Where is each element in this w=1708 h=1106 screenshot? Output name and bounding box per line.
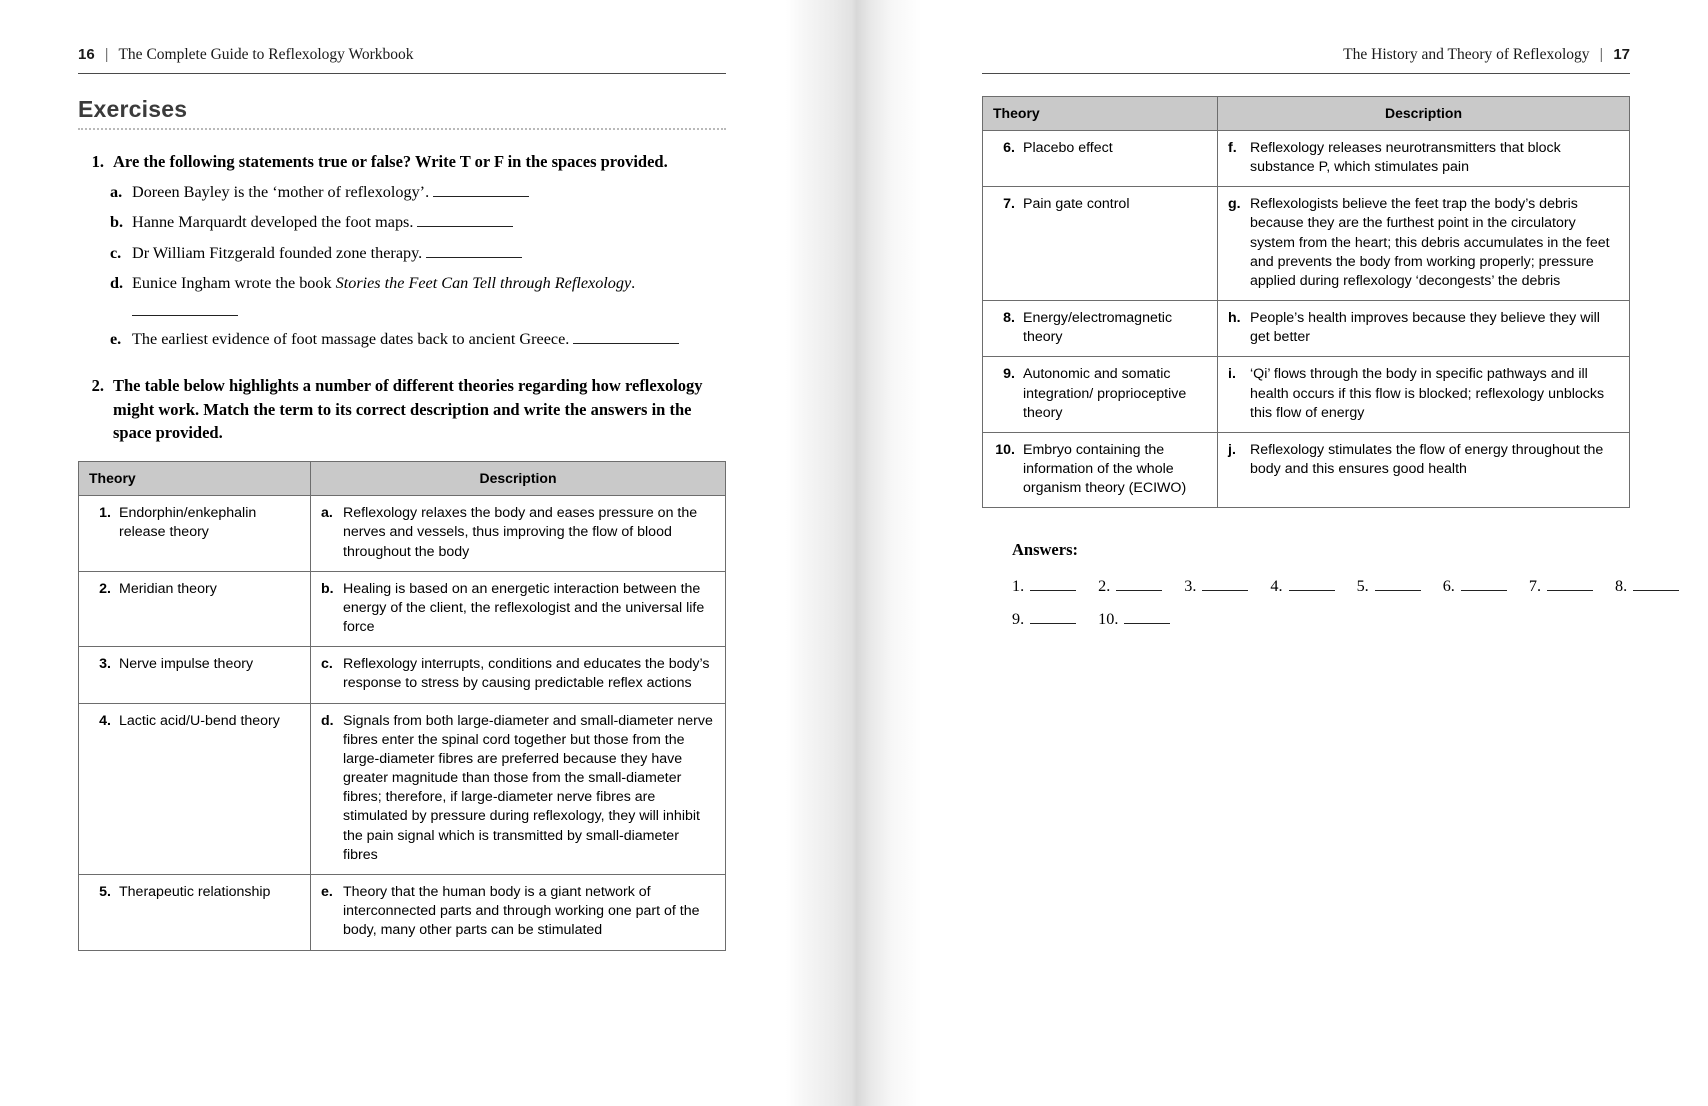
answers-row-1	[1012, 574, 1630, 595]
description-text: Reflexology stimulates the flow of energy throughout the body and this ensures good health	[1250, 441, 1604, 478]
table-row	[983, 301, 1630, 357]
theory-text: Placebo effect	[1023, 139, 1113, 156]
answer-item: 3.	[1184, 574, 1248, 595]
answer-blank[interactable]	[1030, 608, 1076, 624]
description-letter: d.	[321, 712, 334, 729]
theory-text: Energy/electromagnetic theory	[1023, 310, 1173, 346]
description-text: Signals from both large-diameter and small-diameter nerve fibres enter the spinal cord together but those from the large-diameter fibres are preferred because they have greater magnitude than those from the small-diameter fibres; therefore, if large-diameter nerve fibres are stimulated by pressure during reflexology, they will inhibit the pain signal which is transmitted by small-diameter fibres	[343, 712, 713, 863]
page-gutter	[786, 0, 922, 1106]
answer-item: 8.	[1615, 574, 1679, 595]
description-text: Reflexology relaxes the body and eases pressure on the nerves and vessels, thus improving the flow of blood throughout the body	[343, 505, 698, 560]
item-label: d.	[110, 273, 124, 292]
theory-cell	[983, 130, 1218, 186]
theory-cell	[983, 432, 1218, 508]
theory-text: Nerve impulse theory	[119, 656, 254, 673]
description-cell	[1218, 357, 1630, 433]
answer-item: 7.	[1529, 574, 1593, 595]
question-2-number: 2.	[91, 375, 104, 395]
answer-blank[interactable]	[132, 300, 238, 316]
table-row	[79, 703, 726, 874]
question-1	[78, 150, 726, 174]
answers-row-2	[1012, 608, 1630, 629]
theory-text: Embryo containing the information of the whole organism theory (ECIWO)	[1023, 441, 1187, 497]
table-header-row	[79, 462, 726, 496]
description-cell	[1218, 187, 1630, 301]
answers-title: Answers:	[1012, 540, 1078, 560]
table-row	[79, 496, 726, 572]
left-page	[0, 0, 786, 1106]
description-text: People’s health improves because they believe they will get better	[1250, 310, 1600, 346]
theory-table-left	[78, 461, 726, 950]
description-cell	[311, 875, 726, 951]
description-cell	[311, 496, 726, 572]
item-label: c.	[110, 243, 122, 262]
description-text: ‘Qi’ flows through the body in specific pathways and ill health occurs if this flow is blocked; reflexology unblocks this flow of energy	[1250, 366, 1605, 421]
theory-cell	[79, 647, 311, 703]
answer-item: 2.	[1098, 574, 1162, 595]
column-header-theory: Theory	[983, 97, 1218, 131]
theory-number: 5.	[99, 884, 111, 900]
column-header-description: Description	[1218, 97, 1630, 131]
question-2	[78, 374, 726, 446]
theory-number: 4.	[99, 712, 111, 729]
left-running-head	[78, 46, 726, 73]
theory-cell	[983, 301, 1218, 357]
answer-blank[interactable]	[417, 211, 513, 227]
theory-cell	[79, 571, 311, 647]
description-cell	[311, 647, 726, 703]
table-row	[79, 875, 726, 951]
folio-divider: |	[1599, 47, 1604, 63]
right-head-rule	[982, 73, 1630, 74]
theory-number: 1.	[99, 505, 111, 522]
dotted-divider	[78, 128, 726, 130]
description-cell	[1218, 301, 1630, 357]
description-letter: c.	[321, 656, 333, 673]
column-header-theory: Theory	[79, 462, 311, 496]
left-head-rule	[78, 73, 726, 74]
answer-blank[interactable]	[426, 241, 522, 257]
answer-item: 1.	[1012, 574, 1076, 595]
item-title-italic: Stories the Feet Can Tell through Reflexology	[335, 273, 632, 292]
item-text: Hanne Marquardt developed the foot maps.	[132, 210, 726, 234]
right-page	[922, 0, 1708, 1106]
question-1-item-d-blank-line	[78, 300, 726, 321]
answer-blank[interactable]	[1547, 574, 1593, 590]
answer-item: 6.	[1443, 574, 1507, 595]
question-1-number: 1.	[91, 152, 104, 171]
question-1-text: Are the following statements true or false? Write T or F in the spaces provided.	[113, 152, 668, 171]
description-cell	[1218, 432, 1630, 508]
description-letter: b.	[321, 580, 334, 597]
description-letter: e.	[321, 884, 333, 900]
right-folio: 17	[1613, 46, 1630, 63]
table-row	[983, 130, 1630, 186]
theory-text: Pain gate control	[1023, 196, 1130, 213]
description-cell	[311, 571, 726, 647]
answer-item: 10.	[1098, 608, 1170, 629]
theory-text: Meridian theory	[119, 580, 217, 597]
question-1-item-d	[78, 271, 726, 295]
description-letter: j.	[1228, 441, 1236, 458]
item-text: Dr William Fitzgerald founded zone therapy.	[132, 241, 726, 265]
answer-blank[interactable]	[1030, 574, 1076, 590]
theory-cell	[79, 496, 311, 572]
description-cell	[1218, 130, 1630, 186]
answer-blank[interactable]	[1116, 574, 1162, 590]
item-label: b.	[110, 213, 124, 232]
description-text: Theory that the human body is a giant network of interconnected parts and through working one part of the body, many other parts can be stimulated	[343, 884, 700, 939]
description-text: Healing is based on an energetic interaction between the energy of the client, the reflexologist and the universal life force	[343, 580, 705, 636]
theory-cell	[79, 703, 311, 874]
table-row	[983, 357, 1630, 433]
description-text: Reflexology releases neurotransmitters that block substance P, which stimulates pain	[1250, 139, 1561, 176]
question-2-text: The table below highlights a number of different theories regarding how reflexology might work. Match the term to its correct description and write the answers in the space provided.	[113, 375, 703, 443]
table-row	[79, 571, 726, 647]
table-row	[983, 432, 1630, 508]
item-label: e.	[110, 330, 122, 349]
theory-number: 10.	[995, 441, 1015, 458]
table-row	[983, 187, 1630, 301]
theory-cell	[983, 357, 1218, 433]
folio-divider: |	[104, 47, 109, 63]
right-running-head	[982, 46, 1630, 73]
theory-text: Autonomic and somatic integration/ proprioceptive theory	[1023, 366, 1187, 421]
answer-blank[interactable]	[1375, 574, 1421, 590]
answer-item: 4.	[1270, 574, 1334, 595]
description-text: Reflexology interrupts, conditions and educates the body’s response to stress by causing predictable reflex actions	[343, 656, 710, 692]
answer-blank[interactable]	[573, 328, 679, 344]
right-running-head-title: The History and Theory of Reflexology	[1343, 46, 1590, 63]
answers-block	[982, 540, 1630, 629]
item-text: Eunice Ingham wrote the book Stories the Feet Can Tell through Reflexology.	[132, 273, 636, 292]
description-text: Reflexologists believe the feet trap the body’s debris because they are the furthest point in the circulatory system from the heart; this debris accumulates in the feet and prevents the body from working properly; pressure applied during reflexology ‘decongests’ the debris	[1250, 196, 1610, 289]
answer-blank[interactable]	[1202, 574, 1248, 590]
description-cell	[311, 703, 726, 874]
page-title: Exercises	[78, 96, 188, 122]
theory-cell	[79, 875, 311, 951]
answer-blank[interactable]	[1633, 574, 1679, 590]
answer-blank[interactable]	[1124, 608, 1170, 624]
description-letter: f.	[1228, 139, 1237, 156]
left-running-head-title: The Complete Guide to Reflexology Workbook	[118, 46, 414, 63]
theory-table-right	[982, 96, 1630, 508]
theory-number: 9.	[1003, 366, 1015, 383]
theory-cell	[983, 187, 1218, 301]
question-1-item-e	[78, 327, 726, 351]
answer-blank[interactable]	[433, 181, 529, 197]
theory-number: 2.	[99, 580, 111, 597]
column-header-description: Description	[311, 462, 726, 496]
theory-number: 7.	[1003, 196, 1015, 213]
answer-item: 9.	[1012, 608, 1076, 629]
theory-number: 6.	[1003, 139, 1015, 156]
item-text: The earliest evidence of foot massage dates back to ancient Greece.	[132, 327, 726, 351]
left-folio: 16	[78, 46, 95, 63]
table-row	[79, 647, 726, 703]
table-header-row	[983, 97, 1630, 131]
theory-number: 8.	[1003, 310, 1015, 327]
answer-blank[interactable]	[1289, 574, 1335, 590]
item-label: a.	[110, 182, 123, 201]
theory-number: 3.	[99, 656, 111, 673]
theory-text: Lactic acid/U-bend theory	[119, 712, 280, 729]
item-text: Doreen Bayley is the ‘mother of reflexology’.	[132, 180, 726, 204]
description-letter: i.	[1228, 366, 1236, 383]
description-letter: a.	[321, 505, 333, 522]
description-letter: g.	[1228, 196, 1241, 213]
answer-item: 5.	[1357, 574, 1421, 595]
question-1-item-c	[78, 241, 726, 265]
theory-text: Endorphin/enkephalin release theory	[119, 505, 257, 541]
description-letter: h.	[1228, 310, 1241, 327]
theory-text: Therapeutic relationship	[119, 884, 271, 900]
question-1-item-b	[78, 210, 726, 234]
answer-blank[interactable]	[1461, 574, 1507, 590]
question-1-item-a	[78, 180, 726, 204]
